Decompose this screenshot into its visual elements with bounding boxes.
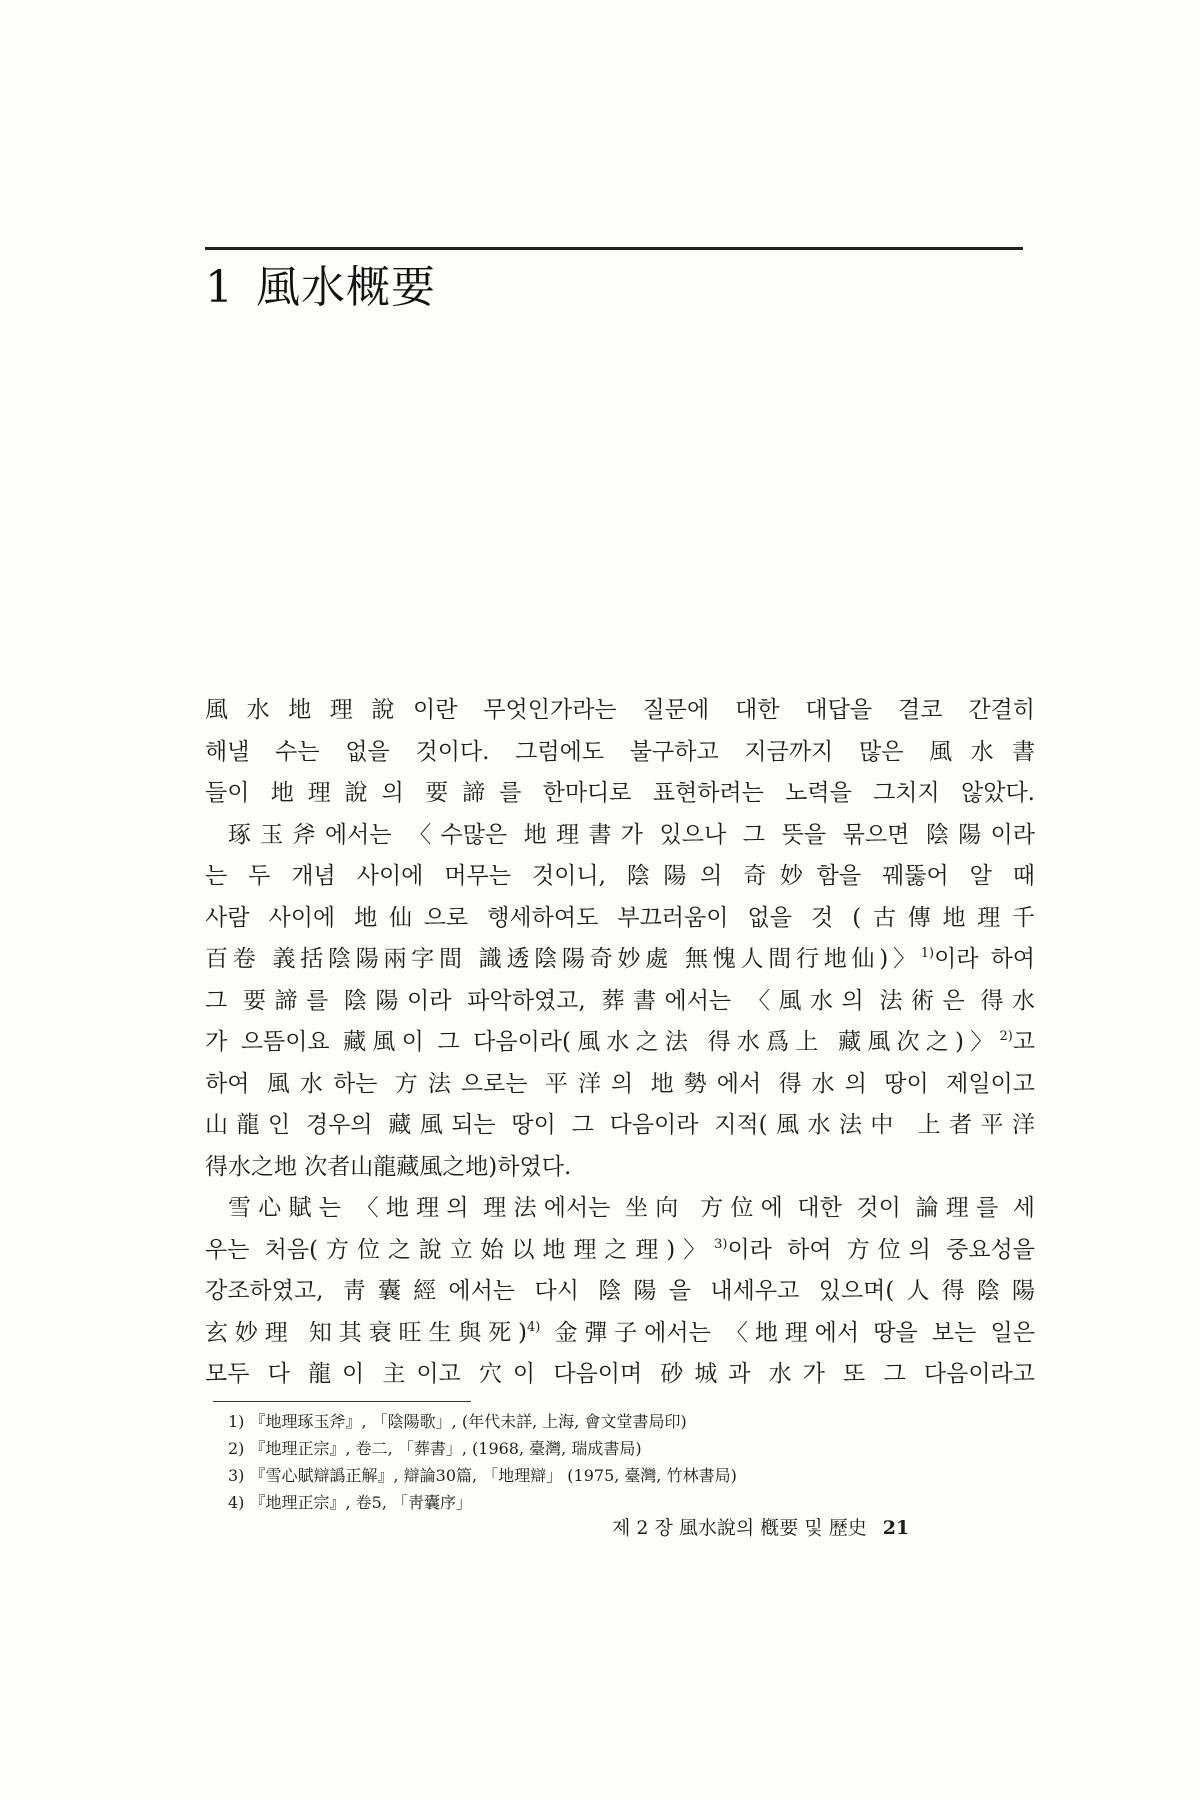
body-line: 雪心賦는 〈地理의 理法에서는 坐向 方位에 대한 것이 論理를 세 [228,1195,1035,1221]
body-line: 그 要諦를 陰陽이라 파악하였고, 葬書에서는 〈風水의 法術은 得水 [205,987,1035,1014]
section-heading [205,258,436,318]
footnote-ref-1: 1) [920,946,935,961]
body-line-text: 우는 처음(方位之說立始以地理之理)〉 [205,1236,715,1263]
body-line-text: 金彈子에서는 〈地理에서 땅을 보는 일은 [540,1319,1035,1346]
chapter-label: 제 2 장 風水說의 槪要 및 歷史 [612,1517,867,1539]
body-line: 風水地理說이란 무엇인가라는 질문에 대한 대답을 결코 간결히 [205,697,1035,723]
body-line: 들이 地理說의 要諦를 한마디로 표현하려는 노력을 그치지 않았다. [205,780,1035,806]
body-line-text: 이라 하여 [934,946,1035,972]
body-line: 모두 다 龍이 主이고 穴이 다음이며 砂城과 水가 또 그 다음이라고 [205,1361,1035,1387]
footnote-ref-2: 2) [999,1029,1013,1044]
footnote-ref-3: 3) [714,1236,728,1252]
body-line [205,1022,1035,1064]
body-line-text: 百卷 義括陰陽兩字間 識透陰陽奇妙處 無愧人間行地仙)〉 [205,946,921,972]
footnote-divider [213,1401,471,1402]
body-line: 琢玉斧에서는 〈수많은 地理書가 있으나 그 뜻을 묶으면 陰陽이라 [228,821,1035,848]
section-title: 風水概要 [256,262,436,313]
footnote-4: 4) 『地理正宗』, 卷5, 「靑囊序」 [228,1493,473,1512]
body-line: 는 두 개념 사이에 머무는 것이니, 陰陽의 奇妙함을 꿰뚫어 알 때 [205,863,1035,889]
footnote-ref-4: 4) [526,1319,541,1335]
body-text [205,690,1035,1396]
body-line: 사람 사이에 地仙으로 행세하여도 부끄러움이 없을 것 (古傳地理千 [205,904,1035,931]
body-line [205,1313,1035,1355]
body-line-text: 고 [1012,1029,1035,1055]
section-top-rule [205,247,1023,250]
footnote-3: 3) 『雪心賦辯譌正解』, 辯論30篇, 「地理辯」 (1975, 臺灣, 竹林書局) [228,1466,737,1485]
body-line-text: 玄妙理 知其衰旺生與死) [205,1319,527,1346]
body-line: 山龍인 경우의 藏風되는 땅이 그 다음이라 지적(風水法中 上者平洋 [205,1112,1035,1138]
body-line [205,939,1035,981]
footnotes [228,1408,1028,1516]
body-line [205,1230,1035,1272]
running-footer [612,1515,909,1541]
body-line: 得水之地 次者山龍藏風之地)하였다. [205,1153,572,1180]
footnote-1: 1) 『地理琢玉斧』, 「陰陽歌」, (年代未詳, 上海, 會文堂書局印) [228,1412,687,1431]
body-line-text: 가 으뜸이요 藏風이 그 다음이라(風水之法 得水爲上 藏風次之)〉 [205,1029,1000,1055]
page-number: 21 [882,1517,910,1539]
footnote-2: 2) 『地理正宗』, 卷二, 「葬書」, (1968, 臺灣, 瑞成書局) [228,1439,642,1458]
body-line: 해낼 수는 없을 것이다. 그럼에도 불구하고 지금까지 많은 風水書 [205,738,1035,765]
section-number: 1 [205,262,234,313]
body-line: 강조하였고, 靑囊經에서는 다시 陰陽을 내세우고 있으며(人得陰陽 [205,1278,1035,1304]
body-line: 하여 風水하는 方法으로는 平洋의 地勢에서 得水의 땅이 제일이고 [205,1070,1035,1097]
body-line-text: 이라 하여 方位의 중요성을 [727,1236,1035,1263]
